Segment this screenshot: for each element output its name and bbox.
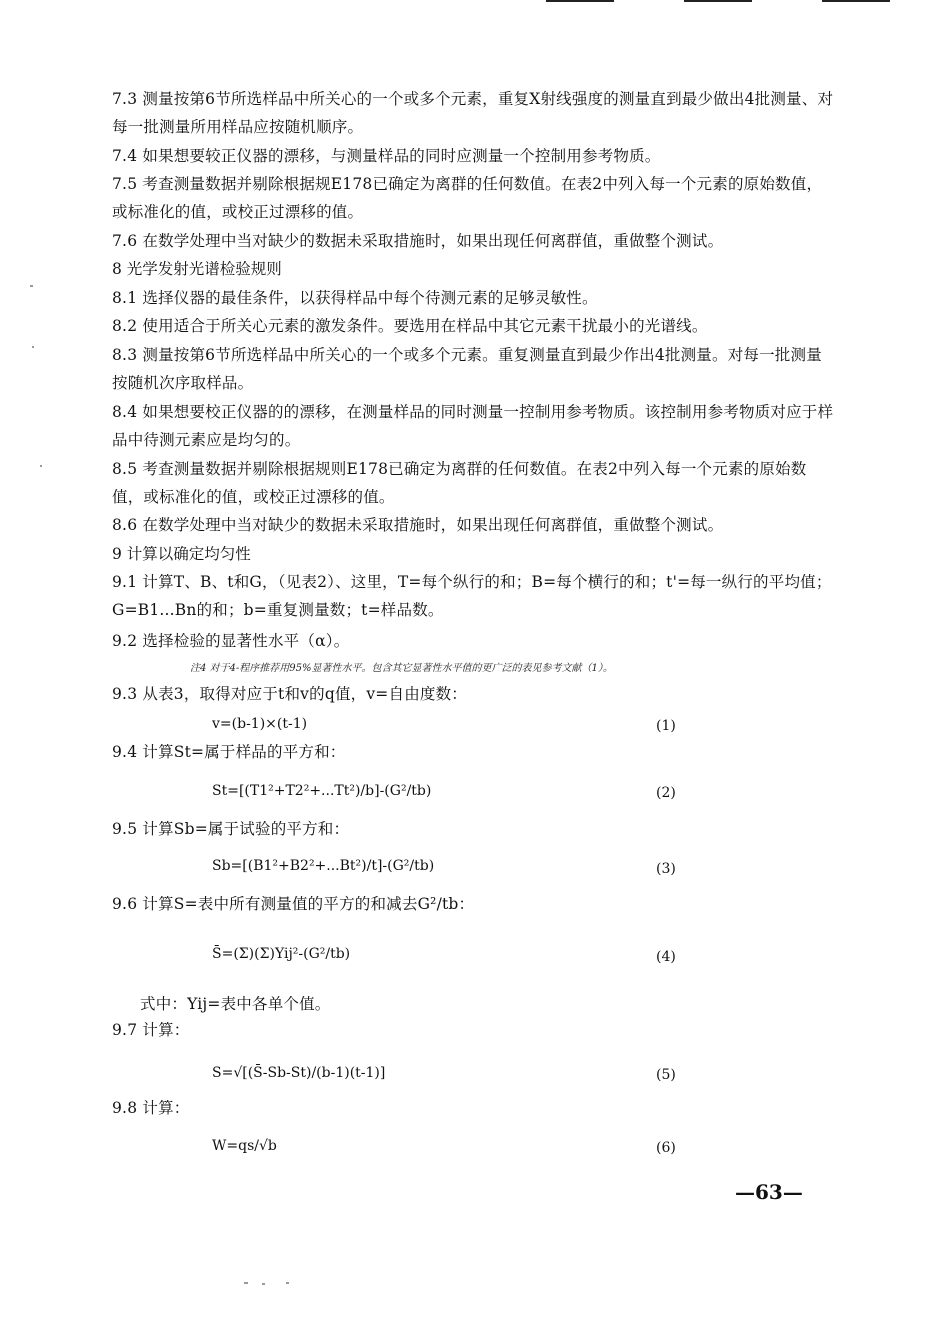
formula-4: S̄=(Σ)(Σ)Yij²-(G²/tb) bbox=[212, 946, 351, 962]
scan-speck bbox=[286, 1282, 289, 1284]
paragraph-9-3: 9.3 从表3，取得对应于t和v的q值，v=自由度数： bbox=[112, 685, 467, 703]
paragraph-7-6: 7.6 在数学处理中当对缺少的数据未采取措施时，如果出现任何离群值，重做整个测试。 bbox=[112, 232, 724, 250]
paragraph-7-3: 7.3 测量按第6节所选样品中所关心的一个或多个元素，重复X射线强度的测量直到最少做出4批测量、对每一批测量所用样品应按随机顺序。 bbox=[112, 90, 834, 136]
paragraph-9-4: 9.4 计算St=属于样品的平方和： bbox=[112, 743, 346, 761]
paragraph-8-3: 8.3 测量按第6节所选样品中所关心的一个或多个元素。重复测量直到最少作出4批测量。对每一批测量按随机次序取样品。 bbox=[112, 346, 822, 392]
paragraph-8-2: 8.2 使用适合于所关心元素的激发条件。要选用在样品中其它元素干扰最小的光谱线。 bbox=[112, 317, 708, 335]
paragraph-8-6: 8.6 在数学处理中当对缺少的数据未采取措施时，如果出现任何离群值，重做整个测试。 bbox=[112, 516, 724, 534]
paragraph-9-5: 9.5 计算Sb=属于试验的平方和： bbox=[112, 820, 350, 838]
equation-number-4: (4) bbox=[656, 949, 676, 965]
paragraph-9-7: 9.7 计算： bbox=[112, 1021, 190, 1039]
paragraph-7-5: 7.5 考查测量数据并剔除根据规E178已确定为离群的任何数值。在表2中列入每一个元素的原始数值，或标准化的值，或校正过漂移的值。 bbox=[112, 175, 823, 221]
scan-speck bbox=[262, 1283, 265, 1285]
scan-speck bbox=[40, 465, 42, 467]
paragraph-8-1: 8.1 选择仪器的最佳条件，以获得样品中每个待测元素的足够灵敏性。 bbox=[112, 289, 598, 307]
formula-5: S=√[(S̄-Sb-St)/(b-1)(t-1)] bbox=[212, 1065, 386, 1081]
paragraph-9-6: 9.6 计算S=表中所有测量值的平方的和减去G²/tb： bbox=[112, 895, 475, 913]
equation-number-1: (1) bbox=[656, 718, 676, 734]
where-clause: 式中：Yij=表中各单个值。 bbox=[140, 995, 331, 1013]
scan-speck bbox=[30, 285, 33, 287]
paragraph-9-1: 9.1 计算T、B、t和G，（见表2）、这里，T=每个纵行的和；B=每个横行的和；t'=每一纵行的平均值；G=B1...Bn的和；b=重复测量数；t=样品数。 bbox=[112, 573, 832, 619]
section-heading-8: 8 光学发射光谱检验规则 bbox=[112, 260, 282, 278]
paragraph-8-5: 8.5 考查测量数据并剔除根据规则E178已确定为离群的任何数值。在表2中列入每一个元素的原始数值，或标准化的值，或校正过漂移的值。 bbox=[112, 460, 807, 506]
formula-6: W=qs/√b bbox=[212, 1138, 277, 1154]
scan-speck bbox=[244, 1282, 248, 1284]
top-rule bbox=[546, 0, 614, 2]
note-4: 注4 对于4-程序推荐用95%显著性水平。包含其它显著性水平值的更广泛的表见参考文献（1）。 bbox=[190, 663, 613, 674]
formula-1: v=(b-1)×(t-1) bbox=[212, 716, 308, 732]
paragraph-8-4: 8.4 如果想要校正仪器的的漂移，在测量样品的同时测量一控制用参考物质。该控制用参考物质对应于样品中待测元素应是均匀的。 bbox=[112, 403, 834, 449]
equation-number-2: (2) bbox=[656, 785, 676, 801]
page-number: —63— bbox=[735, 1180, 803, 1204]
equation-number-6: (6) bbox=[656, 1140, 676, 1156]
paragraph-9-8: 9.8 计算： bbox=[112, 1099, 190, 1117]
paragraph-9-2: 9.2 选择检验的显著性水平（α）。 bbox=[112, 632, 350, 650]
equation-number-3: (3) bbox=[656, 861, 676, 877]
formula-2: St=[(T1²+T2²+...Tt²)/b]-(G²/tb) bbox=[212, 783, 432, 799]
top-rule bbox=[822, 0, 890, 2]
paragraph-7-4: 7.4 如果想要较正仪器的漂移，与测量样品的同时应测量一个控制用参考物质。 bbox=[112, 147, 661, 165]
equation-number-5: (5) bbox=[656, 1067, 676, 1083]
section-heading-9: 9 计算以确定均匀性 bbox=[112, 545, 251, 563]
scan-speck bbox=[32, 346, 34, 348]
formula-3: Sb=[(B1²+B2²+...Bt²)/t]-(G²/tb) bbox=[212, 858, 435, 874]
top-rule bbox=[684, 0, 752, 2]
